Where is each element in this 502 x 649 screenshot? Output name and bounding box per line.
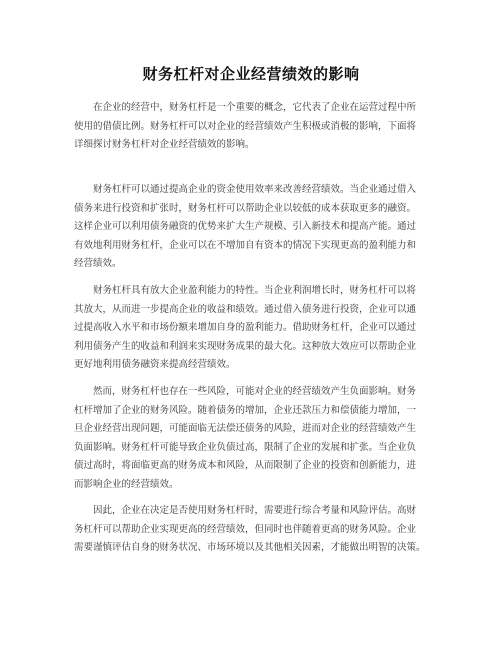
paragraph-line: 更好地利用债务融资来提高经营绩效。	[74, 359, 236, 370]
paragraph-line: 财务杠杆可以通过提高企业的资金使用效率来改善经营绩效。当企业通过借入	[74, 184, 417, 195]
paragraph	[74, 181, 438, 274]
paragraph	[74, 383, 438, 494]
paragraph-line: 详细探讨财务杠杆对企业经营绩效的影响。	[74, 139, 255, 150]
paragraph	[74, 502, 438, 558]
paragraph-line: 其放大，从而进一步提高企业的收益和绩效。通过借入债务进行投资，企业可以通	[74, 303, 417, 315]
paragraph-line: 在企业的经营中，财务杠杆是一个重要的概念，它代表了企业在运营过程中所	[74, 102, 417, 113]
paragraph-line: 需要谨慎评估自身的财务状况、市场环境以及其他相关因素，才能做出明智的决策。	[74, 542, 426, 553]
paragraph-line: 而影响企业的经营绩效。	[74, 478, 179, 490]
paragraph-line: 过提高收入水平和市场份额来增加自身的盈利能力。借助财务杠杆，企业可以通过	[74, 322, 417, 333]
paragraph-line: 旦企业经营出现问题，可能面临无法偿还债务的风险，进而对企业的经营绩效产生	[74, 423, 417, 434]
document-title: 财务杠杆对企业经营绩效的影响	[142, 65, 360, 83]
paragraph-line: 利用债务产生的收益和利润来实现财务成果的最大化。这种放大效应可以帮助企业	[74, 340, 417, 352]
paragraph-line: 这样企业可以利用债务融资的优势来扩大生产规模、引入新技术和提高产能。通过	[74, 221, 417, 232]
paragraph-line: 债务来进行投资和扩张时，财务杠杆可以帮助企业以较低的成本获取更多的融资。	[74, 202, 417, 214]
paragraph-line: 然而，财务杠杆也存在一些风险，可能对企业的经营绩效产生负面影响。财务	[74, 386, 417, 397]
paragraph-line: 务杠杆可以帮助企业实现更高的经营绩效，但同时也伴随着更高的财务风险。企业	[74, 523, 417, 535]
paragraph-line: 有效地利用财务杠杆，企业可以在不增加自有资本的情况下实现更高的盈利能力和	[74, 239, 417, 251]
paragraph-line: 经营绩效。	[74, 258, 122, 269]
paragraph-line: 财务杠杆具有放大企业盈利能力的特性。当企业利润增长时，财务杠杆可以将	[74, 285, 417, 296]
paragraph	[74, 282, 438, 375]
paragraph-line: 负面影响。财务杠杆可能导致企业负债过高，限制了企业的发展和扩张。当企业负	[74, 441, 417, 453]
paragraph-line: 因此，企业在决定是否使用财务杠杆时，需要进行综合考量和风险评估。高财	[74, 505, 417, 516]
paragraph-line: 使用的借债比例。财务杠杆可以对企业的经营绩效产生积极或消极的影响，下面将	[74, 120, 417, 132]
paragraph-line: 债过高时，将面临更高的财务成本和风险，从而限制了企业的投资和创新能力，进	[74, 460, 417, 471]
paragraph-line: 杠杆增加了企业的财务风险。随着债务的增加，企业还款压力和偿债能力增加，一	[74, 404, 417, 416]
paragraph	[74, 99, 438, 155]
